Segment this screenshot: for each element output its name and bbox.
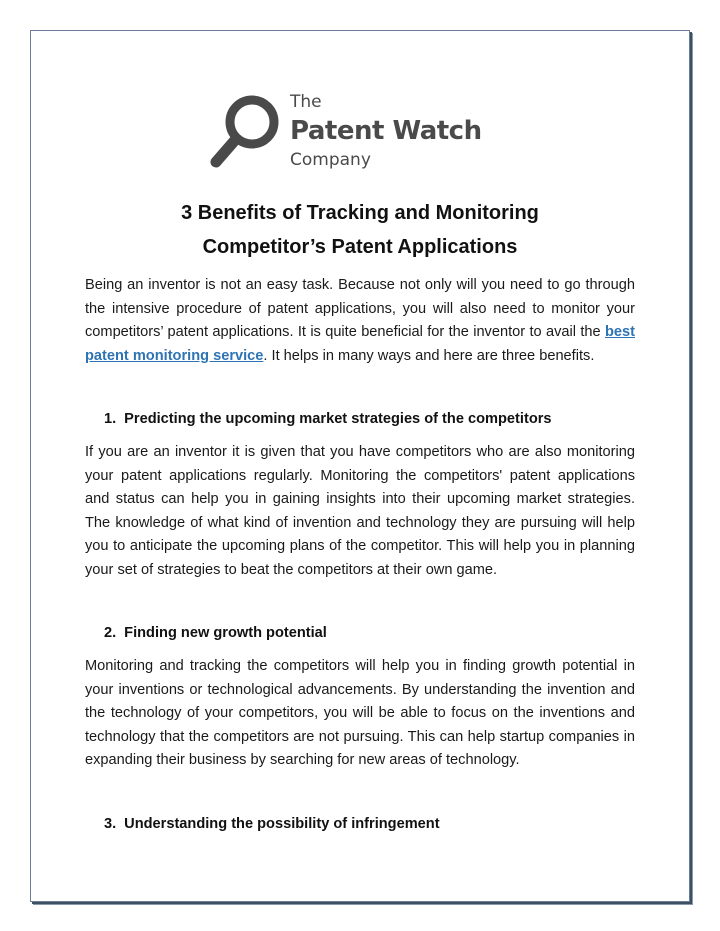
intro-text-after: . It helps in many ways and here are three benefits.: [263, 347, 595, 364]
section-3-number: 3.: [104, 816, 117, 832]
section-3-title: Understanding the possibility of infringement: [124, 816, 440, 832]
section-3-heading: [104, 816, 440, 832]
logo-text-the: The: [290, 92, 322, 112]
section-1-heading: [104, 411, 552, 427]
section-2-heading: [104, 625, 327, 641]
magnifier-icon: [208, 92, 282, 172]
company-logo: [208, 92, 518, 178]
document-title: [85, 196, 635, 264]
section-2-number: 2.: [104, 625, 117, 641]
intro-text-before: Being an inventor is not an easy task. Because not only will you need to go through the intensive procedure of patent applications, you will also need to monitor your competitors’ patent applications. It is quite beneficial for the inventor to avail the: [85, 277, 635, 340]
section-1-body: If you are an inventor it is given that you have competitors who are also monitoring your patent applications regularly. Monitoring the competitors' patent applications and status can help you in gaining insights into their upcoming market strategies. The knowledge of what kind of invention and technology they are pursuing will help you to anticipate the upcoming plans of the competitor. This will help you in planning your set of strategies to beat the competitors at their own game.: [85, 444, 635, 578]
title-line-1: 3 Benefits of Tracking and Monitoring: [181, 202, 539, 224]
title-line-2: Competitor’s Patent Applications: [202, 236, 518, 258]
section-1-title: Predicting the upcoming market strategies of the competitors: [124, 411, 552, 427]
best-patent-monitoring-link[interactable]: best patent monitoring service: [85, 324, 635, 364]
logo-text-company: Company: [290, 150, 371, 170]
section-2-title: Finding new growth potential: [124, 625, 327, 641]
logo-text-patent-watch: Patent Watch: [290, 116, 482, 146]
section-1-number: 1.: [104, 411, 117, 427]
section-2-body: Monitoring and tracking the competitors will help you in finding growth potential in your inventions or technological advancements. By understanding the invention and the technology of your competitors, you will be able to focus on the inventions and technology that the competitors are not pursuing. This can help startup companies in expanding their business by searching for new areas of technology.: [85, 658, 635, 768]
intro-paragraph: [85, 274, 635, 368]
